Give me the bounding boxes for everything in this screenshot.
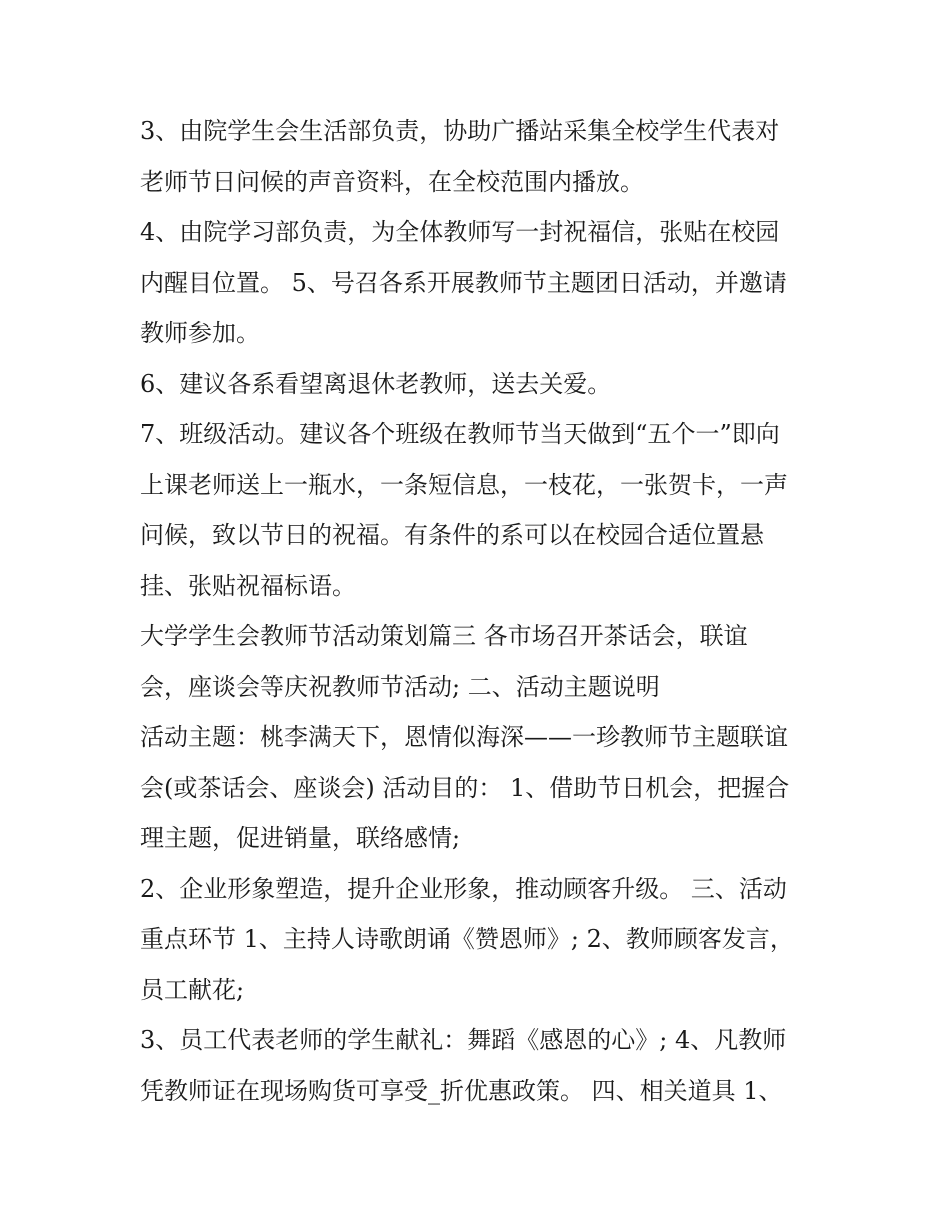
text-line: 重点环节 1、主持人诗歌朗诵《赞恩师》; 2、教师顾客发言， <box>140 925 794 953</box>
text-line: 问候，致以节日的祝福。有条件的系可以在校园合适位置悬 <box>140 521 764 549</box>
text-line: 3、员工代表老师的学生献礼：舞蹈《感恩的心》; 4、凡教师 <box>140 1026 787 1054</box>
text-line: 会(或茶话会、座谈会) 活动目的： 1、借助节日机会，把握合 <box>140 773 790 802</box>
text-line: 教师参加。 <box>140 319 260 347</box>
text-line: 6、建议各系看望离退休老教师，送去关爱。 <box>140 369 612 398</box>
text-line: 大学学生会教师节活动策划篇三 各市场召开茶话会，联谊 <box>140 622 748 650</box>
text-line: 上课老师送上一瓶水，一条短信息，一枝花，一张贺卡，一声 <box>140 470 788 499</box>
text-line: 内醒目位置。 5、号召各系开展教师节主题团日活动，并邀请 <box>140 268 787 297</box>
text-line: 2、企业形象塑造，提升企业形象，推动顾客升级。 三、活动 <box>140 874 787 903</box>
text-line: 7、班级活动。建议各个班级在教师节当天做到“五个一”即向 <box>140 420 780 448</box>
text-line: 员工献花; <box>140 975 245 1004</box>
document-body <box>140 106 820 1116</box>
text-line: 凭教师证在现场购货可享受_折优惠政策。 四、相关道具 1、 <box>140 1076 783 1105</box>
text-line: 理主题，促进销量，联络感情; <box>140 824 461 852</box>
text-line: 4、由院学习部负责，为全体教师写一封祝福信，张贴在校园 <box>140 218 780 246</box>
text-line: 老师节日问候的声音资料，在全校范围内播放。 <box>140 167 644 196</box>
text-line: 活动主题：桃李满天下，恩情似海深——一珍教师节主题联谊 <box>140 723 788 751</box>
text-line: 挂、张贴祝福标语。 <box>140 571 356 600</box>
text-line: 3、由院学生会生活部负责，协助广播站采集全校学生代表对 <box>140 117 780 145</box>
text-line: 会，座谈会等庆祝教师节活动; 二、活动主题说明 <box>140 672 660 701</box>
